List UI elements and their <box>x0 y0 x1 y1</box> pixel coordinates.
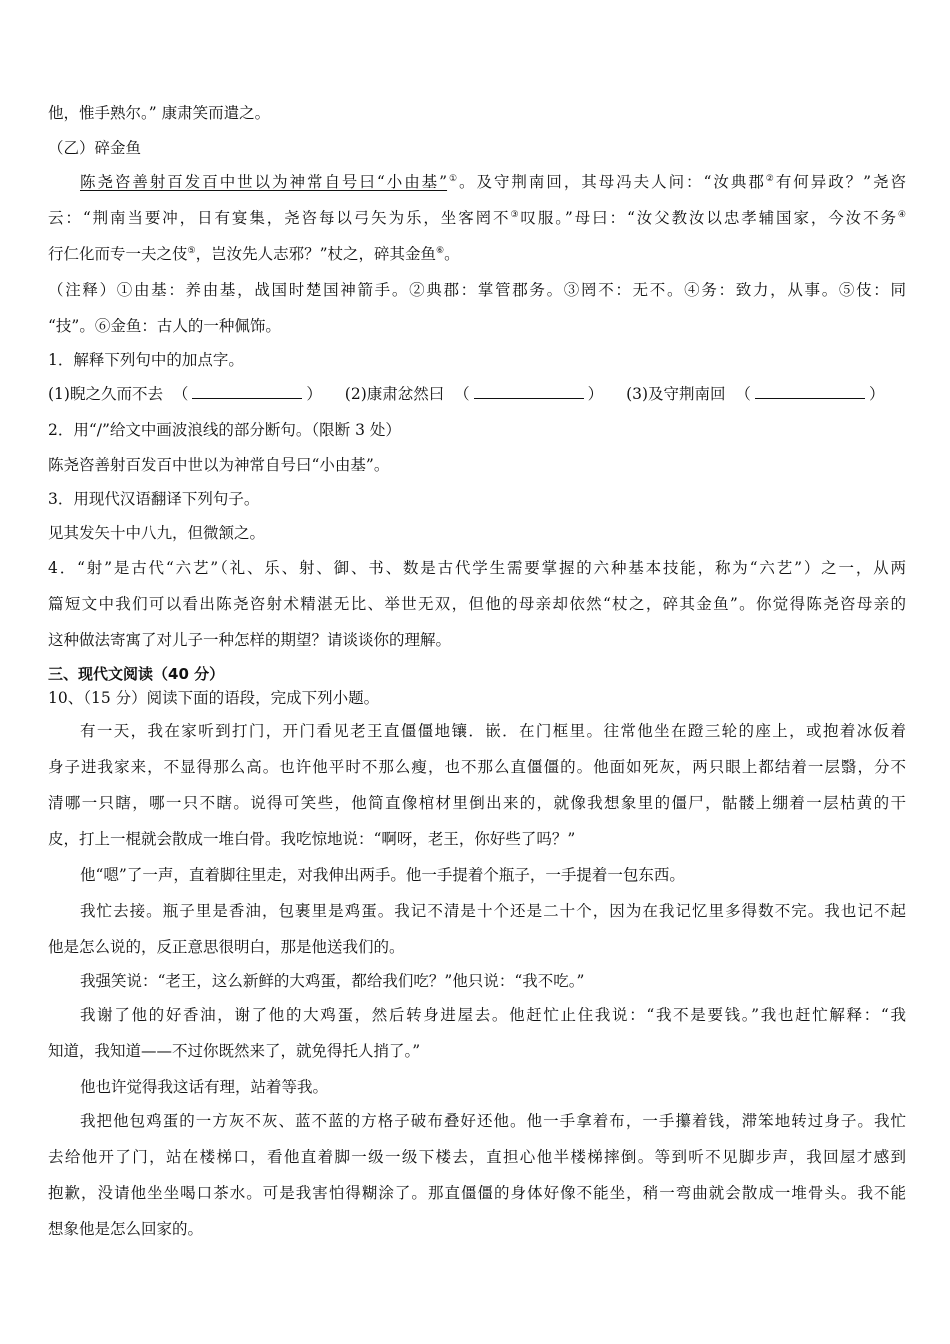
passage-line: 他是怎么说的，反正意思很明白，那是他送我们的。 <box>48 938 405 956</box>
footnote-mark: ① <box>447 173 460 184</box>
passage-line: 知道，我知道——不过你既然来了，就免得托人捎了。” <box>48 1042 421 1060</box>
text-line: 见其发矢十中八九，但微颔之。 <box>48 524 266 542</box>
q1-item-3: (3)及守荆南回 （ ） <box>626 385 885 403</box>
footnote-mark: ③ <box>510 209 521 220</box>
text-line <box>80 172 906 192</box>
section-title-yi: （乙）碎金鱼 <box>48 139 142 157</box>
footnote-mark: ② <box>765 173 776 184</box>
text-span: 。 <box>444 245 460 263</box>
answer-blank[interactable] <box>474 384 584 399</box>
q1-item-2: (2)康肃忿然曰 （ ） <box>344 385 604 403</box>
text-line: 篇短文中我们可以看出陈尧咨射术精湛无比、举世无双，但他的母亲却依然“杖之，碎其金鱼”。你觉得陈尧咨母亲的 <box>48 595 906 613</box>
passage-line: 皮，打上一棍就会散成一堆白骨。我吃惊地说：“啊呀，老王，你好些了吗？” <box>48 830 576 848</box>
text-span: 行仁化而专一夫之伎 <box>48 245 188 263</box>
text-line: 他，惟手熟尔。” 康肃笑而遣之。 <box>48 104 271 122</box>
wavy-underlined-text: 陈尧咨善射百发百中世以为神常自号曰“小由基” <box>80 173 448 191</box>
passage-line: 想象他是怎么回家的。 <box>48 1220 204 1238</box>
passage-line: 我把他包鸡蛋的一方灰不灰、蓝不蓝的方格子破布叠好还他。他一手拿着布，一手攥着钱，滞笨地转过身子。我忙 <box>80 1112 906 1130</box>
footnote-mark: ④ <box>897 209 906 220</box>
text-span: 云：“荆南当要冲，日有宴集，尧咨每以弓矢为乐，坐客罔不 <box>48 209 511 227</box>
question-1-items <box>48 384 902 404</box>
q1-item-1: (1)睨之久而不去 （ ） <box>48 385 322 403</box>
passage-line: 他也许觉得我这话有理，站着等我。 <box>80 1078 329 1096</box>
annotation-line: “技”。⑥金鱼：古人的一种佩饰。 <box>48 317 281 335</box>
text-span: 叹服。”母曰：“汝父教汝以忠孝辅国家，今汝不务 <box>520 209 898 227</box>
footnote-mark: ⑤ <box>187 245 196 256</box>
text-span: ，岂汝先人志邪？”杖之，碎其金鱼 <box>195 245 437 263</box>
footnote-mark: ⑥ <box>436 245 445 256</box>
passage-line: 有一天，我在家听到打门，开门看见老王直僵僵地镶．嵌．在门框里。往常他坐在蹬三轮的座上，或抱着冰仮着 <box>80 722 906 740</box>
passage-line: 我谢了他的好香油，谢了他的大鸡蛋，然后转身进屋去。他赶忙止住我说：“我不是要钱。”我也赶忙解释：“我 <box>80 1006 906 1024</box>
question-1: 1．解释下列句中的加点字。 <box>48 351 244 369</box>
question-10: 10、（15 分）阅读下面的语段，完成下列小题。 <box>48 689 380 707</box>
text-line <box>48 244 460 264</box>
passage-line: 清哪一只瞎，哪一只不瞎。说得可笑些，他简直像棺材里倒出来的，就像我想象里的僵尸，骷髅上绷着一层枯黄的干 <box>48 794 906 812</box>
question-3: 3．用现代汉语翻译下列句子。 <box>48 490 260 508</box>
text-span: 有何异政？”尧咨 <box>775 173 906 191</box>
answer-blank[interactable] <box>192 384 302 399</box>
passage-line: 抱歉，没请他坐坐喝口茶水。可是我害怕得糊涂了。那直僵僵的身体好像不能坐，稍一弯曲就会散成一堆骨头。我不能 <box>48 1184 906 1202</box>
text-line: 这种做法寄寓了对儿子一种怎样的期望？请谈谈你的理解。 <box>48 631 452 649</box>
annotation-line: （注释）①由基：养由基，战国时楚国神箭手。②典郡：掌管郡务。③罔不：无不。④务：致力，从事。⑤伎：同 <box>48 281 906 299</box>
text-span: 。及守荆南回，其母冯夫人问：“汝典郡 <box>459 173 766 191</box>
passage-line: 去给他开了门，站在楼梯口，看他直着脚一级一级下楼去，直担心他半楼梯摔倒。等到听不见脚步声，我回屋才感到 <box>48 1148 906 1166</box>
passage-line: 身子进我家来，不显得那么高。也许他平时不那么瘦，也不那么直僵僵的。他面如死灰，两只眼上都结着一层翳，分不 <box>48 758 906 776</box>
answer-blank[interactable] <box>755 384 865 399</box>
passage-line: 我强笑说：“老王，这么新鲜的大鸡蛋，都给我们吃？”他只说：“我不吃。” <box>80 972 585 990</box>
question-2: 2．用“/”给文中画波浪线的部分断句。（限断 3 处） <box>48 421 401 439</box>
text-line <box>48 208 906 228</box>
passage-line: 他“嗯”了一声，直着脚往里走，对我伸出两手。他一手提着个瓶子，一手提着一包东西。 <box>80 866 685 884</box>
section-heading: 三、现代文阅读（40 分） <box>48 665 225 683</box>
text-line: 陈尧咨善射百发百中世以为神常自号曰“小由基”。 <box>48 456 390 474</box>
passage-line: 我忙去接。瓶子里是香油，包裹里是鸡蛋。我记不清是十个还是二十个，因为在我记忆里多得数不完。我也记不起 <box>80 902 906 920</box>
question-4: 4．“射”是古代“六艺”（礼、乐、射、御、书、数是古代学生需要掌握的六种基本技能，称为“六艺”）之一，从两 <box>48 559 906 577</box>
